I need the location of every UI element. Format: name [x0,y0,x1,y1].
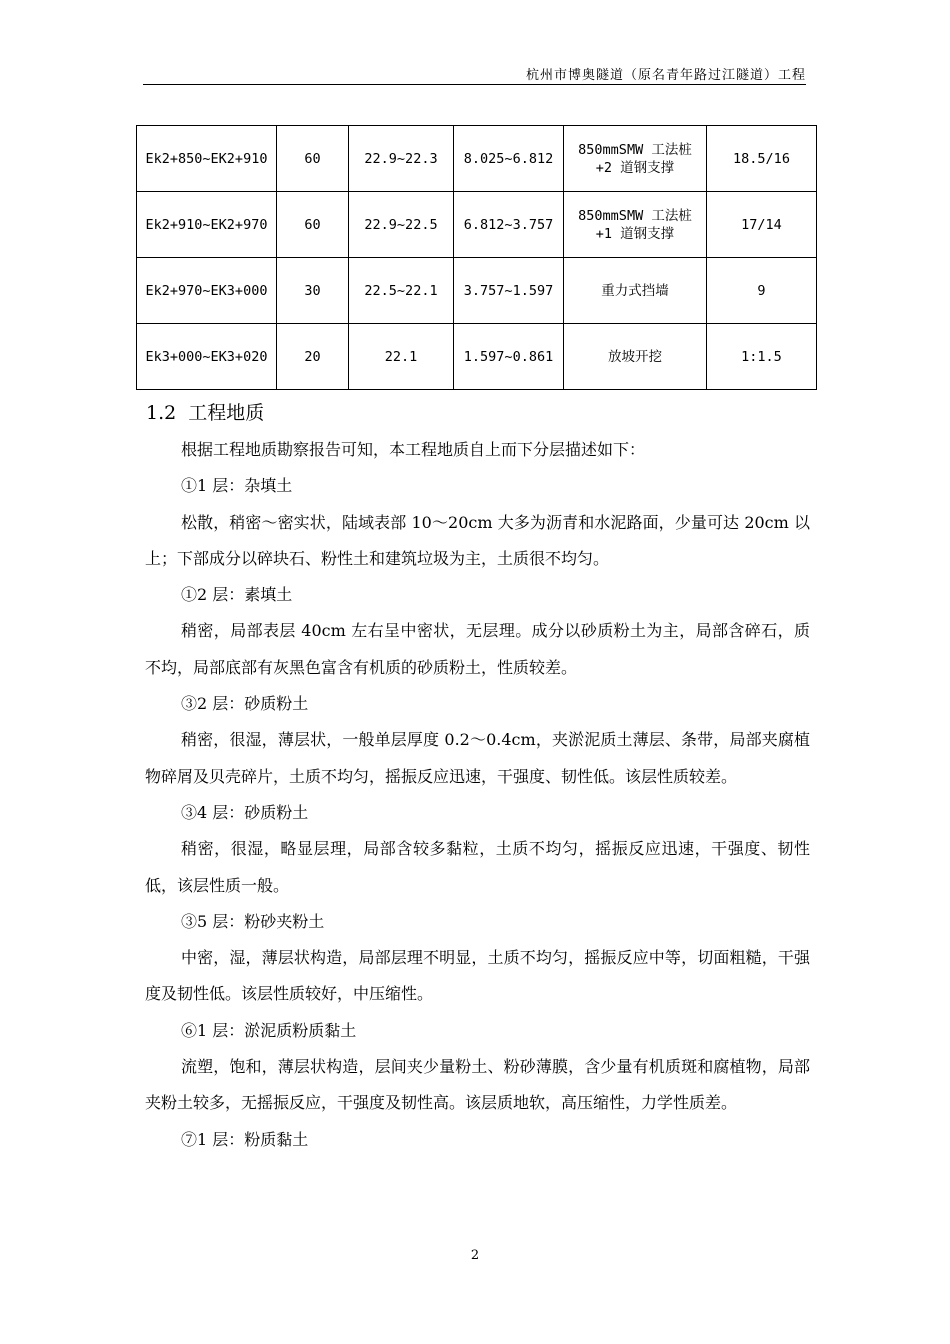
support-cell [564,258,707,324]
mileage-cell: Ek2+850~EK2+910 [137,126,277,192]
support-line: 850mmSMW 工法桩 [578,207,692,224]
value-cell: 9 [707,258,817,324]
page-header [143,64,806,85]
support-cell [564,192,707,258]
layer-heading: ③4 层：砂质粉土 [181,802,309,822]
length-cell: 20 [277,324,349,390]
table-row [137,126,817,192]
layer-heading: ①1 层：杂填土 [181,476,293,496]
support-line: +2 道钢支撑 [595,159,675,176]
depth-cell: 6.812~3.757 [454,192,564,258]
mileage-cell: Ek2+970~EK3+000 [137,258,277,324]
paragraph: 稍密，很湿，略显层理，局部含较多黏粒，土质不均匀，摇振反应迅速，干强度、韧性低，该层性质一般。 [145,839,810,895]
support-line: 重力式挡墙 [601,282,669,299]
length-cell: 30 [277,258,349,324]
support-line: 放坡开挖 [608,348,662,365]
header-title: 杭州市博奥隧道（原名青年路过江隧道）工程 [525,68,806,83]
elevation-cell: 22.9~22.5 [349,192,454,258]
depth-cell: 3.757~1.597 [454,258,564,324]
table-row [137,258,817,324]
support-line: +1 道钢支撑 [595,225,675,242]
paragraph: 稍密，局部表层 40cm 左右呈中密状，无层理。成分以砂质粉土为主，局部含碎石，质不均，局部底部有灰黑色富含有机质的砂质粉土，性质较差。 [145,621,810,677]
paragraph: 稍密，很湿，薄层状，一般单层厚度 0.2～0.4cm，夹淤泥质土薄层、条带，局部夹腐植物碎屑及贝壳碎片，土质不均匀，摇振反应迅速，干强度、韧性低。该层性质较差。 [145,730,810,786]
section-number: 1.2 [146,402,177,424]
length-cell: 60 [277,126,349,192]
support-cell [564,126,707,192]
mileage-cell: Ek3+000~EK3+020 [137,324,277,390]
mileage-cell: Ek2+910~EK2+970 [137,192,277,258]
layer-heading: ①2 层：素填土 [181,585,293,605]
paragraph: 流塑，饱和，薄层状构造，层间夹少量粉土、粉砂薄膜，含少量有机质斑和腐植物，局部夹粉土较多，无摇振反应，干强度及韧性高。该层质地软，高压缩性，力学性质差。 [145,1057,810,1113]
body-text [145,432,810,1158]
section-title: 工程地质 [188,402,265,424]
layer-heading: ③2 层：砂质粉土 [181,694,309,714]
elevation-cell: 22.5~22.1 [349,258,454,324]
support-cell [564,324,707,390]
layer-heading: ③5 层：粉砂夹粉土 [181,911,325,931]
value-cell: 18.5/16 [707,126,817,192]
elevation-cell: 22.9~22.3 [349,126,454,192]
segment-table [136,125,817,390]
section-heading [146,398,264,425]
layer-heading: ⑦1 层：粉质黏土 [181,1129,309,1149]
paragraph: 松散，稍密～密实状，陆域表部 10～20cm 大多为沥青和水泥路面，少量可达 20cm 以上；下部成分以碎块石、粉性土和建筑垃圾为主，土质很不均匀。 [145,512,810,568]
depth-cell: 8.025~6.812 [454,126,564,192]
elevation-cell: 22.1 [349,324,454,390]
length-cell: 60 [277,192,349,258]
table-row [137,324,817,390]
value-cell: 17/14 [707,192,817,258]
table-row [137,192,817,258]
support-line: 850mmSMW 工法桩 [578,141,692,158]
paragraph: 根据工程地质勘察报告可知，本工程地质自上而下分层描述如下： [181,440,646,459]
depth-cell: 1.597~0.861 [454,324,564,390]
paragraph: 中密，湿，薄层状构造，局部层理不明显，土质不均匀，摇振反应中等，切面粗糙，干强度及韧性低。该层性质较好，中压缩性。 [145,948,810,1004]
layer-heading: ⑥1 层：淤泥质粉质黏土 [181,1020,357,1040]
page-number: 2 [470,1248,480,1263]
value-cell: 1:1.5 [707,324,817,390]
